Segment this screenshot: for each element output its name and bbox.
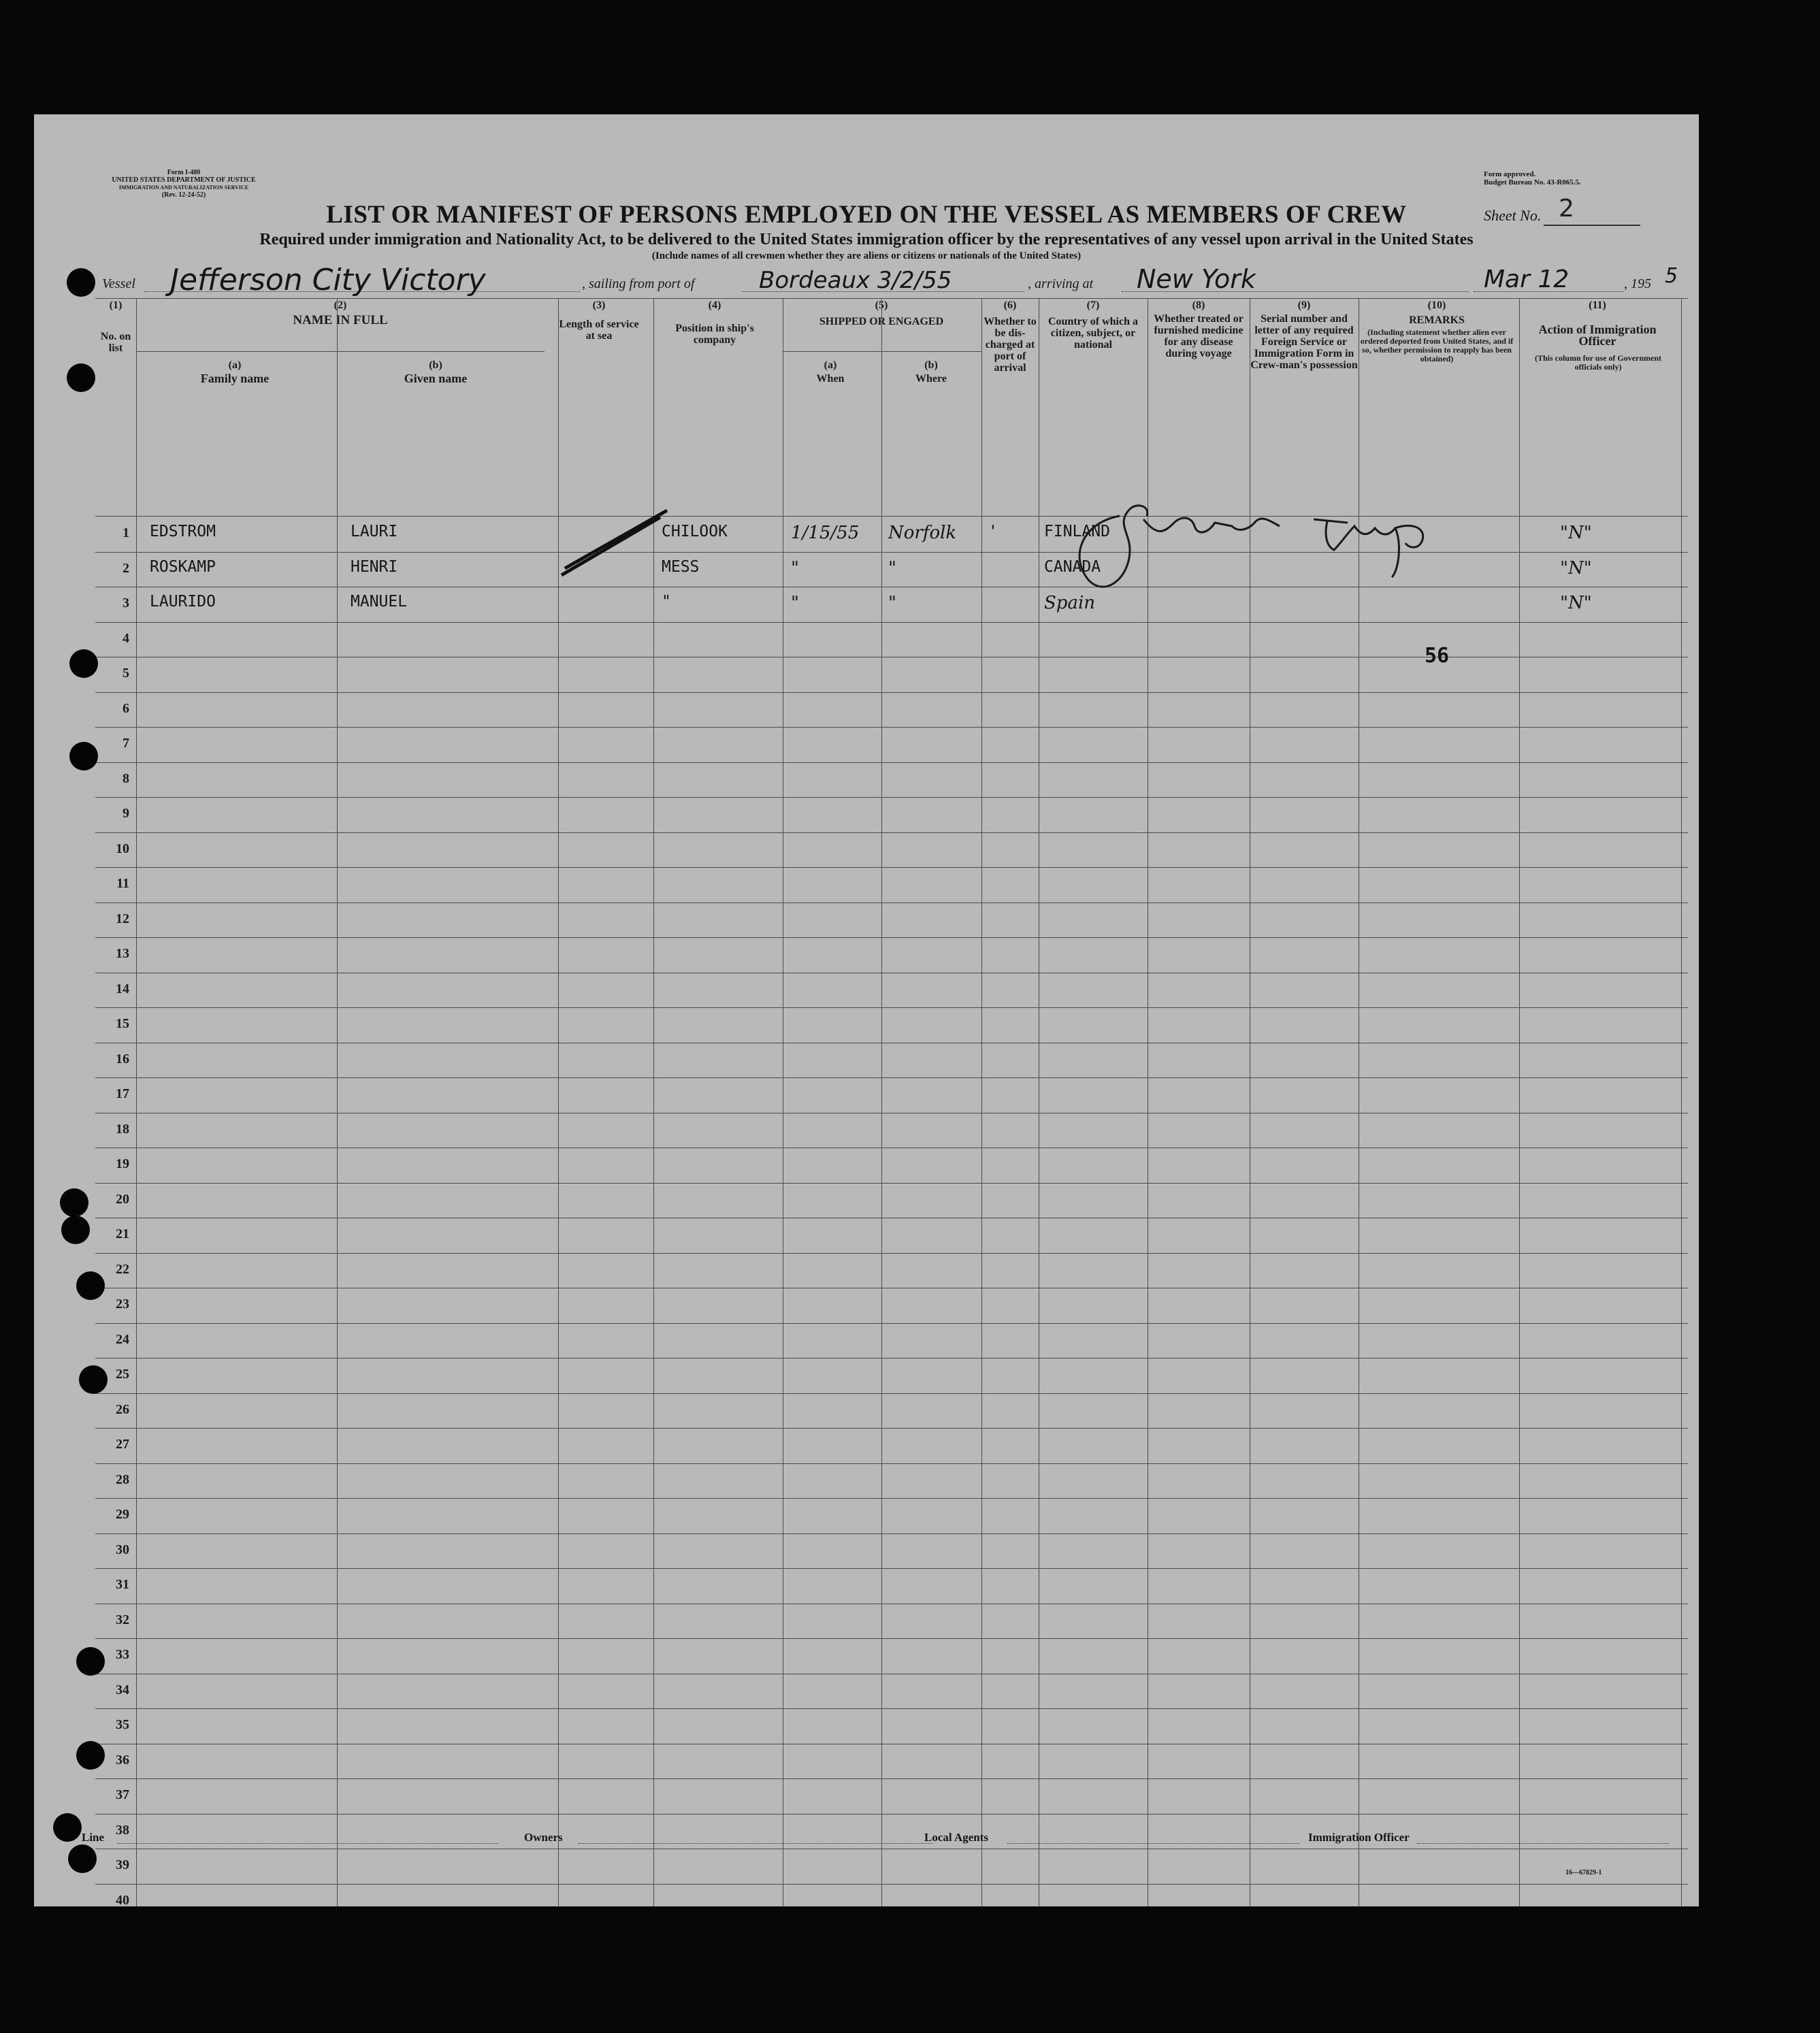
row-number: 3 [123,596,129,611]
family-name-cell: ROSKAMP [150,557,216,576]
row-number: 23 [116,1297,129,1312]
table-row [95,798,1688,833]
column-divider [881,298,882,1906]
punch-hole [68,1844,97,1873]
include-note: (Include names of all crewmen whether they are aliens or citizens or nationals of the United States) [651,250,1082,261]
punch-hole [76,1647,105,1676]
family-name-cell: LAURIDO [150,593,216,611]
row-number: 15 [116,1016,129,1031]
col11-header: Action of Immigration Officer [1538,323,1657,348]
form-approved: Form approved. [1484,170,1536,178]
officer-action-cell: "N" [1560,593,1592,613]
table-row [95,973,1688,1009]
col5a-header: When [816,373,845,385]
country-cell: FINLAND [1044,523,1110,540]
col6-number: (6) [1003,299,1017,311]
table-row [95,763,1688,798]
col1-header: No. on list [100,331,131,354]
sheet-number: 2 [1559,195,1574,223]
col5-header: SHIPPED OR ENGAGED [819,316,944,327]
table-row [95,903,1688,939]
position-cell: " [662,593,671,611]
row-number: 20 [116,1191,129,1207]
table-row [95,1885,1688,1907]
table-row [95,1254,1688,1289]
row-number: 13 [116,946,129,961]
table-row [95,1148,1688,1184]
arriving-label: , arriving at [1028,276,1094,291]
table-row [95,1324,1688,1359]
vessel-label: Vessel [102,276,135,291]
footer-officer-label: Immigration Officer [1308,1831,1410,1844]
table-row [95,728,1688,763]
col7-header: Country of which a citizen, subject, or national [1047,316,1138,351]
table-row [95,1709,1688,1744]
country-cell: Spain [1044,593,1096,613]
print-number: 16—67829-1 [1565,1869,1602,1876]
table-row [95,833,1688,868]
row-number: 37 [116,1787,129,1802]
col6-header: Whether to be dis-charged at port of arrival [984,316,1037,374]
row-number: 7 [123,736,129,751]
footer-owners-fill [579,1843,932,1844]
footer-line-label: Line [82,1831,105,1844]
given-name-cell: MANUEL [351,593,408,611]
row-number: 29 [116,1507,129,1522]
sheet-number-line [1544,225,1640,226]
row-number: 38 [116,1822,129,1838]
row-number: 27 [116,1437,129,1452]
position-cell: MESS [662,557,700,576]
col11-number: (11) [1589,299,1606,311]
footer-signatures [82,1831,1688,1851]
row-number: 18 [116,1121,129,1137]
given-name-cell: LAURI [351,523,398,540]
col2-number: (2) [334,299,347,311]
col8-header: Whether treated or furnished medicine for any disease during voyage [1154,313,1244,359]
row-number: 35 [116,1717,129,1732]
row-number: 11 [116,876,129,891]
row-number: 39 [116,1857,129,1872]
col2a-letter: (a) [228,359,242,371]
col9-header: Serial number and letter of any required Foreign Service or Immigration Form in Crew-man's possession [1250,313,1358,371]
form-approval [1484,170,1581,186]
row-number: 24 [116,1331,129,1347]
table-row [95,1534,1688,1570]
table-row [95,1394,1688,1429]
col9-number: (9) [1297,299,1311,311]
punch-hole [61,1216,90,1244]
shipped-subheader-rule [783,351,981,352]
footer-owners-label: Owners [524,1831,563,1844]
row-number: 25 [116,1367,129,1382]
handwritten-signature [1055,495,1477,604]
row-number: 9 [123,806,129,821]
table-row [95,1184,1688,1219]
col10-note: (Including statement whether alien ever ordered deported from United States, and if so, whether permission to reapply has been obtained) [1360,327,1514,363]
vessel-name: Jefferson City Victory [170,263,486,297]
table-row [95,1744,1688,1780]
row-number: 22 [116,1261,129,1277]
row-number: 32 [116,1612,129,1627]
arrival-date: Mar 12 [1484,265,1570,293]
row-number: 17 [116,1086,129,1101]
family-name-cell: EDSTROM [150,523,216,540]
discharged-cell: ' [988,523,998,540]
arrival-port: New York [1137,264,1256,294]
col1-number: (1) [109,299,123,311]
row-number: 21 [116,1226,129,1241]
column-divider [136,298,137,1906]
table-row [95,1464,1688,1499]
year-handwritten: 5 [1665,264,1678,288]
shipped-where-cell: " [888,557,896,579]
col3-number: (3) [592,299,606,311]
table-row [95,1674,1688,1710]
punch-hole [67,363,95,392]
row-number: 5 [123,666,129,681]
col5-number: (5) [875,299,888,311]
table-row [95,1429,1688,1464]
column-divider [1519,298,1520,1906]
footer-officer-fill [1417,1843,1669,1844]
row-number: 31 [116,1577,129,1592]
column-divider [1681,298,1682,1906]
table-row [95,1359,1688,1394]
form-number: Form I-480 [167,169,201,176]
table-row [95,1078,1688,1113]
col2b-letter: (b) [429,359,442,371]
punch-hole [60,1188,88,1217]
row-number: 2 [123,560,129,576]
table-row [95,868,1688,903]
punch-hole [69,742,98,770]
table-row [95,1218,1688,1254]
shipped-where-cell: " [888,593,896,613]
table-row [95,1008,1688,1043]
revision-date: (Rev. 12-24-52) [161,191,206,199]
form-header-left [95,169,272,199]
col4-number: (4) [708,299,721,311]
given-name-cell: HENRI [351,557,398,576]
country-cell: CANADA [1044,557,1101,576]
officer-action-cell: "N" [1560,523,1592,543]
table-row [95,1639,1688,1674]
row-number: 4 [123,630,129,646]
punch-hole [79,1365,108,1394]
row-number: 1 [123,525,129,540]
row-number: 12 [116,911,129,926]
punch-hole [69,649,98,678]
col5a-letter: (a) [824,359,837,371]
table-row [95,1569,1688,1604]
punch-hole [67,268,95,297]
footer-agents-label: Local Agents [924,1831,988,1844]
department-name: UNITED STATES DEPARTMENT OF JUSTICE [112,176,256,184]
officer-action-cell: "N" [1560,557,1592,579]
col8-number: (8) [1192,299,1205,311]
col7-number: (7) [1086,299,1100,311]
col10-number: (10) [1427,299,1446,311]
shipped-when-cell: " [791,593,799,613]
sailing-label: , sailing from port of [582,276,695,291]
manifest-sheet [34,114,1699,1906]
col2a-header: Family name [200,372,270,385]
form-subtitle: Required under immigration and Nationality Act, to be delivered to the United States immigration officer by the representatives of any vessel upon arrival in the United States [259,231,1474,248]
row-number: 26 [116,1401,129,1417]
service-name: IMMIGRATION AND NATURALIZATION SERVICE [118,184,249,191]
col5b-letter: (b) [924,359,938,371]
budget-bureau-number: Budget Bureau No. 43-R065.5. [1484,178,1581,186]
col3-header: Length of service at sea [559,319,639,342]
col2b-header: Given name [404,372,468,385]
footer-agents-fill [1007,1843,1300,1844]
row-number: 30 [116,1542,129,1557]
stamp-number: 56 [1425,644,1450,668]
table-row [95,1288,1688,1324]
col2-header: NAME IN FULL [293,313,388,327]
row-number: 34 [116,1682,129,1697]
row-number: 28 [116,1471,129,1487]
year-printed: , 195 [1624,276,1651,291]
column-divider [337,298,338,1906]
row-number: 19 [116,1156,129,1171]
col4-header: Position in ship's company [675,323,754,346]
row-number: 36 [116,1752,129,1768]
service-strike-mark [558,504,694,585]
table-row [95,1779,1688,1815]
row-number: 10 [116,841,129,856]
table-row [95,1604,1688,1640]
row-number: 6 [123,700,129,716]
col11-note: (This column for use of Government officials only) [1534,353,1662,372]
row-number: 40 [116,1892,129,1906]
sheet-label: Sheet No. [1484,207,1542,224]
table-row [95,693,1688,728]
position-cell: CHILOOK [662,523,728,540]
row-number: 8 [123,770,129,786]
table-row [95,1499,1688,1534]
table-row [95,1849,1688,1885]
table-row [95,1043,1688,1079]
punch-hole [76,1271,105,1300]
col5b-header: Where [915,373,947,385]
row-number: 33 [116,1647,129,1662]
row-number: 16 [116,1051,129,1067]
voyage-row [102,263,1681,297]
table-row [95,1113,1688,1149]
table-row [95,938,1688,973]
table-top-rule [95,298,1688,299]
page-title: LIST OR MANIFEST OF PERSONS EMPLOYED ON THE VESSEL AS MEMBERS OF CREW [326,201,1407,229]
column-divider [981,298,982,1906]
shipped-where-cell: Norfolk [888,523,957,543]
sailing-port: Bordeaux 3/2/55 [759,267,952,294]
shipped-when-cell: 1/15/55 [791,523,860,543]
col10-header: REMARKS [1409,314,1465,326]
row-number: 14 [116,981,129,996]
punch-hole [53,1813,82,1842]
name-subheader-rule [136,351,545,352]
shipped-when-cell: " [791,557,799,579]
footer-line-fill [117,1843,498,1844]
punch-hole [76,1741,105,1770]
